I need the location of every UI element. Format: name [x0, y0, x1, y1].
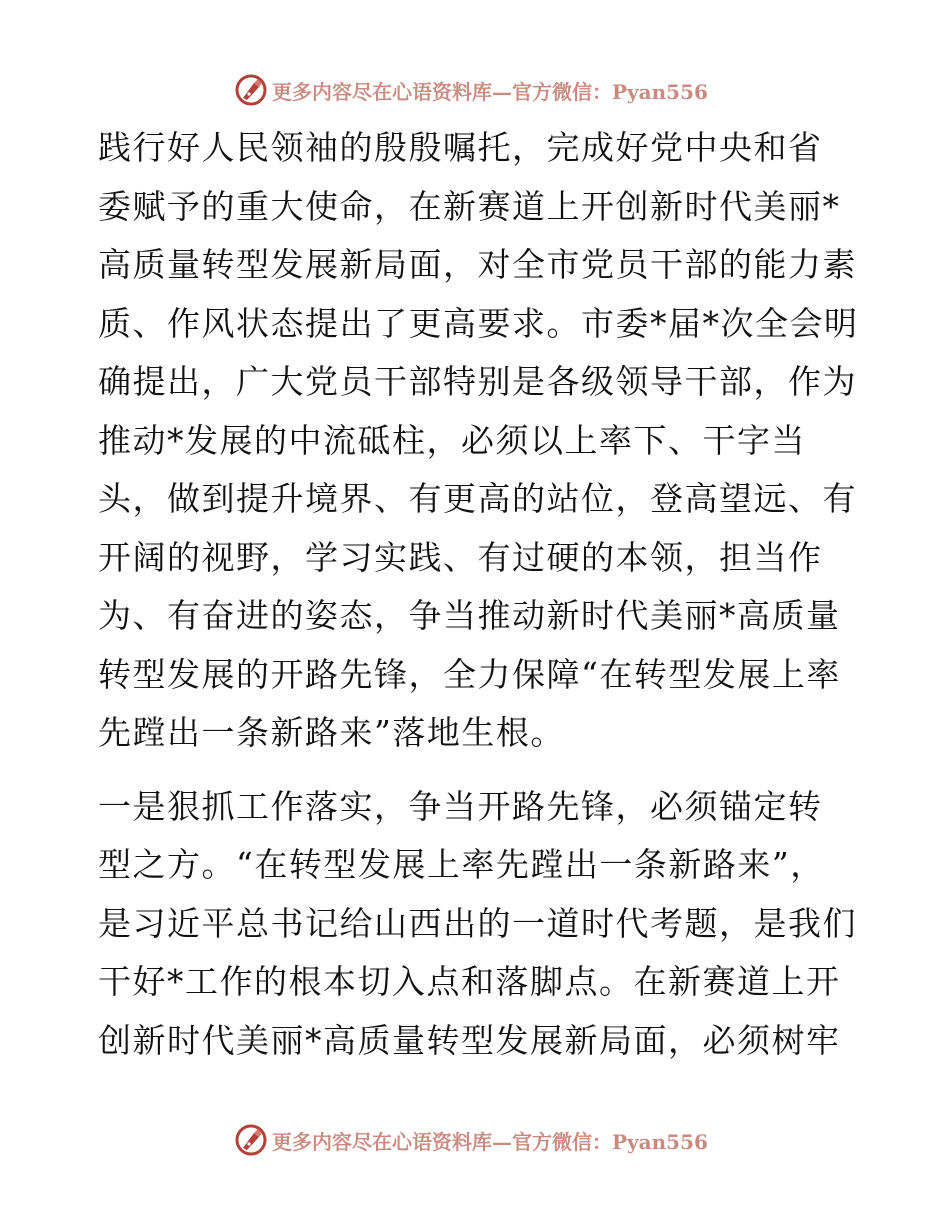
- watermark-text: 更多内容尽在心语资料库—官方微信：Pyan556: [272, 79, 708, 104]
- pen-nib-logo-icon: [234, 1123, 268, 1157]
- text-line: 委赋予的重大使命，在新赛道上开创新时代美丽*: [98, 186, 841, 226]
- text-line: 践行好人民领袖的殷殷嘱托，完成好党中央和省: [98, 128, 823, 167]
- document-body: [98, 119, 858, 1070]
- text-line: 推动*发展的中流砥柱，必须以上率下、干字当: [98, 420, 806, 460]
- header-watermark: [234, 70, 708, 110]
- paragraph: [98, 778, 858, 1071]
- watermark-text: 更多内容尽在心语资料库—官方微信：Pyan556: [272, 1129, 708, 1154]
- footer-watermark: [234, 1120, 708, 1160]
- pen-nib-logo-icon: [234, 73, 268, 107]
- text-line: 是习近平总书记给山西出的一道时代考题，是我们: [98, 903, 857, 943]
- text-line: 先蹚出一条新路来”落地生根。: [98, 713, 565, 752]
- text-line: 创新时代美丽*高质量转型发展新局面，必须树牢: [98, 1020, 841, 1060]
- paragraph: [98, 119, 858, 763]
- text-line: 型之方。“在转型发展上率先蹚出一条新路来”，: [98, 845, 825, 884]
- text-line: 确提出，广大党员干部特别是各级领导干部，作为: [98, 362, 857, 401]
- text-line: 开阔的视野，学习实践、有过硬的本领，担当作: [98, 537, 823, 577]
- text-line: 高质量转型发展新局面，对全市党员干部的能力素: [98, 245, 857, 284]
- text-line: 头，做到提升境界、有更高的站位，登高望远、有: [98, 479, 857, 518]
- text-line: 干好*工作的根本切入点和落脚点。在新赛道上开: [98, 962, 841, 1001]
- text-line: 转型发展的开路先锋，全力保障“在转型发展上率: [98, 654, 841, 694]
- text-line: 为、有奋进的姿态，争当推动新时代美丽*高质量: [98, 596, 841, 635]
- text-line: 一是狠抓工作落实，争当开路先锋，必须锚定转: [98, 786, 823, 826]
- text-line: 质、作风状态提出了更高要求。市委*届*次全会明: [98, 303, 859, 343]
